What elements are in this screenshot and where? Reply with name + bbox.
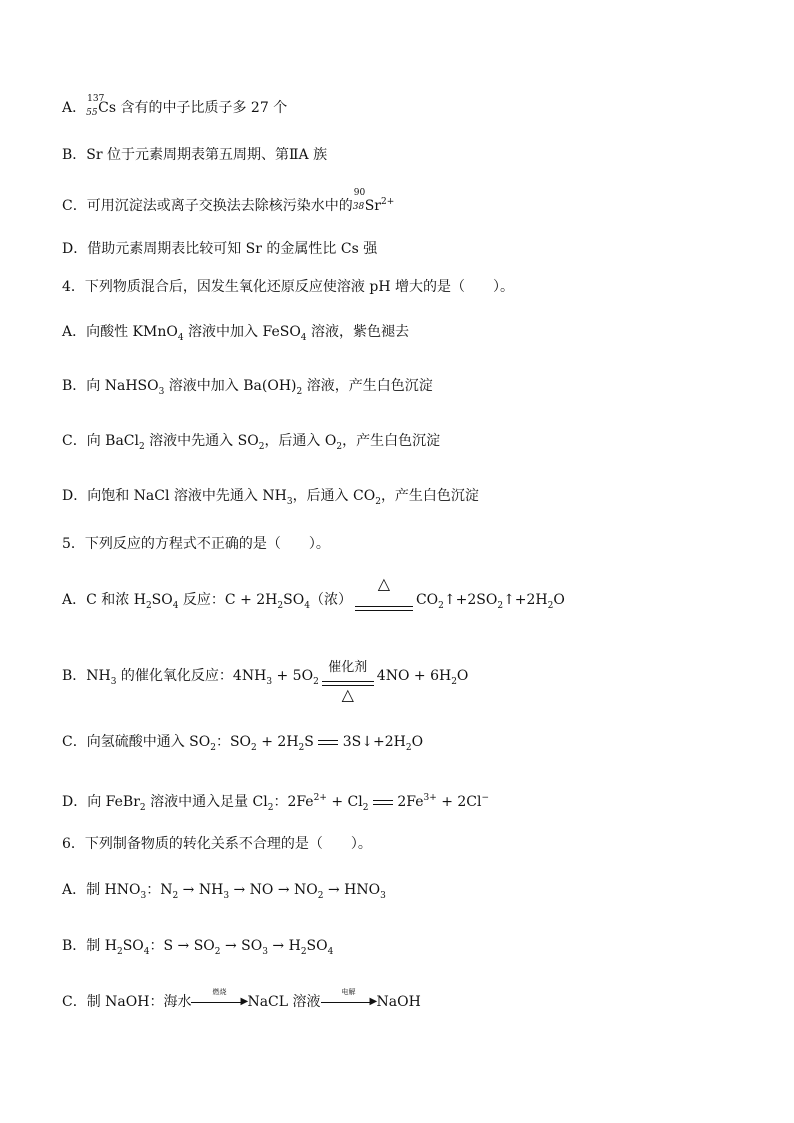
reaction-arrow: 燃烧 ▶ bbox=[191, 992, 247, 1012]
q3-option-c: C．可用沉淀法或离子交换法去除核污染水中的 90 38 $Sr^{2+}$ bbox=[62, 188, 395, 214]
element-symbol: Cs bbox=[98, 100, 117, 116]
q5-option-b: B．$NH_3$ 的催化氧化反应：$4NH_3 + 5O_2$ 催化剂 △ $4NO + 6H_2O$ bbox=[62, 660, 469, 704]
reaction-arrow: 电解 ▶ bbox=[321, 992, 377, 1012]
q5-option-c: C．向氢硫酸中通入 $SO_2$：$SO_2 + 2H_2S$ $3S↓+2H_2O$ bbox=[62, 734, 424, 753]
option-label: A． bbox=[62, 100, 87, 116]
isotope-notation: 137 55 bbox=[86, 94, 105, 118]
q4-option-b: B．向 NaHSO$_3$ 溶液中加入 $Ba(OH)_2$ 溶液，产生白色沉淀 bbox=[62, 378, 433, 397]
q3-option-a bbox=[62, 94, 288, 118]
reaction-condition: △ bbox=[354, 596, 414, 616]
q6-option-b: B．制 $H_2SO_4$：$S \to SO_2 \to SO_3 \to H_2SO_4$ bbox=[62, 938, 334, 957]
q4-option-a: A．向酸性 KMnO$_4$ 溶液中加入 FeSO$_4$ 溶液，紫色褪去 bbox=[62, 324, 409, 343]
option-text: 含有的中子比质子多 27 个 bbox=[116, 100, 288, 116]
reaction-condition: 催化剂 △ bbox=[321, 672, 375, 692]
q6-option-a: A．制 $HNO_3$：$N_2 \to NH_3$ → NO → $NO_2 \to HNO_3$ bbox=[62, 882, 386, 901]
q4-option-c: C．向 BaCl$_2$ 溶液中先通入 $SO_2$，后通入 $O_2$，产生白色沉淀 bbox=[62, 433, 441, 452]
q4-option-d: D．向饱和 NaCl 溶液中先通入 $NH_3$，后通入 $CO_2$，产生白色沉淀 bbox=[62, 488, 479, 507]
q6-stem: 6．下列制备物质的转化关系不合理的是（ ）。 bbox=[62, 836, 372, 852]
q3-option-b: B．Sr 位于元素周期表第五周期、第ⅡA 族 bbox=[62, 147, 328, 163]
q5-option-d: D．向 FeBr$_2$ 溶液中通入足量 $Cl_2$：$2Fe^{2+} + Cl_2$ $2Fe^{3+} + 2Cl^-$ bbox=[62, 793, 490, 813]
q4-stem: 4．下列物质混合后，因发生氧化还原反应使溶液 pH 增大的是（ ）。 bbox=[62, 279, 514, 295]
q6-option-c: C．制 NaOH：海水 燃烧 ▶NaCL 溶液 电解 ▶NaOH bbox=[62, 988, 421, 1010]
q5-option-a: A．C 和浓 $H_2SO_4$ 反应：$C + 2H_2SO_4$（浓） △ $CO_2↑+2SO_2↑+2H_2O$ bbox=[62, 590, 565, 616]
q5-stem: 5．下列反应的方程式不正确的是（ ）。 bbox=[62, 536, 330, 552]
q3-option-d: D．借助元素周期表比较可知 Sr 的金属性比 Cs 强 bbox=[62, 241, 378, 257]
isotope-notation: 90 38 bbox=[352, 188, 366, 212]
